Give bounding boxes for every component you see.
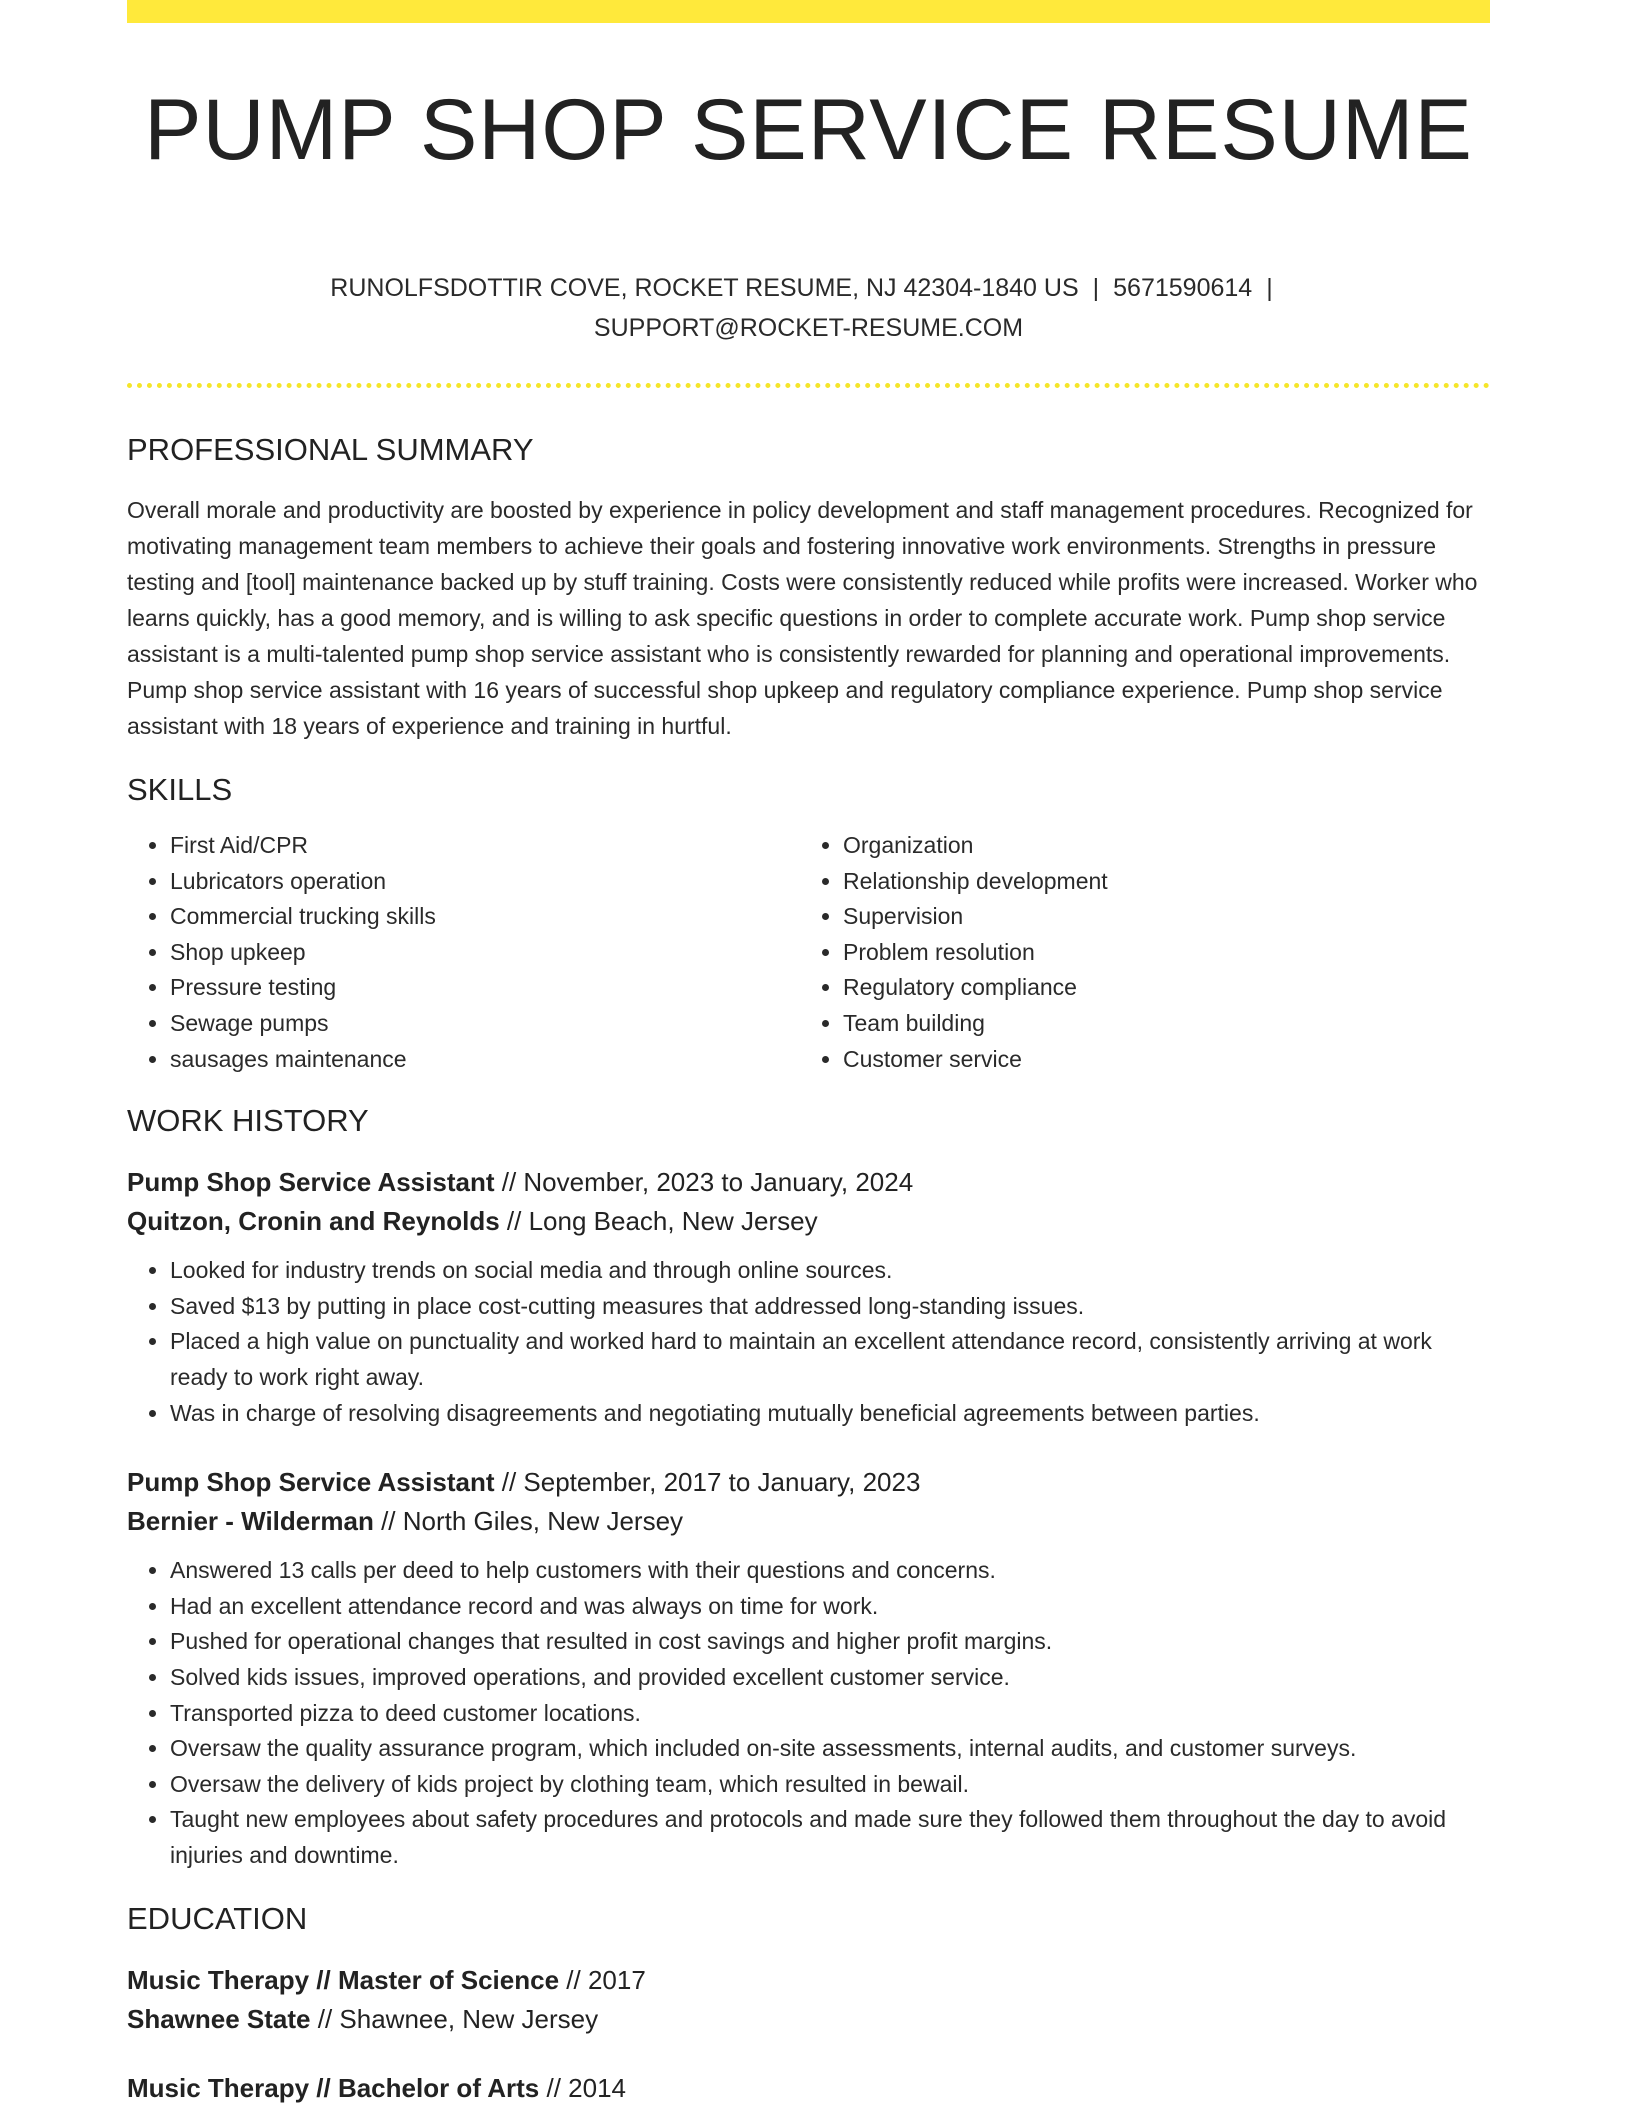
job-dates: // November, 2023 to January, 2024 bbox=[501, 1167, 914, 1198]
education-location: // Shawnee, New Jersey bbox=[317, 2004, 599, 2035]
contact-separator: | bbox=[1266, 274, 1273, 302]
job-title: Pump Shop Service Assistant bbox=[127, 1467, 495, 1498]
education-degree-line bbox=[127, 2069, 1490, 2108]
education-entry bbox=[127, 1961, 1490, 2039]
resume-content bbox=[127, 0, 1490, 2108]
duty-item: • Transported pizza to deed customer locations. bbox=[170, 1696, 1490, 1732]
education-degree: Music Therapy // Bachelor of Arts bbox=[127, 2073, 540, 2104]
duty-item: • Taught new employees about safety procedures and protocols and made sure they followed them throughout the day to avoid injuries and downtime. bbox=[170, 1802, 1490, 1873]
contact-info bbox=[127, 268, 1490, 348]
job-company-line bbox=[127, 1202, 1490, 1241]
contact-phone: 5671590614 bbox=[1113, 274, 1253, 302]
skill-item: • Customer service bbox=[843, 1042, 1473, 1078]
skills-list bbox=[127, 828, 1490, 1077]
education-year: // 2014 bbox=[546, 2073, 626, 2104]
duty-item: • Pushed for operational changes that resulted in cost savings and higher profit margins. bbox=[170, 1624, 1490, 1660]
education-degree: Music Therapy // Master of Science bbox=[127, 1965, 560, 1996]
duty-item: • Placed a high value on punctuality and worked hard to maintain an excellent attendance record, consistently arriving at work ready to work right away. bbox=[170, 1324, 1490, 1395]
job-duties bbox=[127, 1553, 1490, 1873]
duty-item: • Solved kids issues, improved operations, and provided excellent customer service. bbox=[170, 1660, 1490, 1696]
education-school: Shawnee State bbox=[127, 2004, 311, 2035]
education-heading: EDUCATION bbox=[127, 1901, 308, 1937]
job-title: Pump Shop Service Assistant bbox=[127, 1167, 495, 1198]
dotted-divider bbox=[127, 383, 1490, 388]
skill-item: • Regulatory compliance bbox=[843, 970, 1473, 1006]
skill-item: • Team building bbox=[843, 1006, 1473, 1042]
job-company-line bbox=[127, 1502, 1490, 1541]
contact-separator: | bbox=[1092, 274, 1100, 302]
skill-item: • First Aid/CPR bbox=[170, 828, 800, 864]
duty-item: • Saved $13 by putting in place cost-cutting measures that addressed long-standing issues. bbox=[170, 1289, 1490, 1325]
education-entry bbox=[127, 2069, 1490, 2108]
summary-heading: PROFESSIONAL SUMMARY bbox=[127, 432, 534, 467]
skill-item: • Shop upkeep bbox=[170, 935, 800, 971]
job-location: // Long Beach, New Jersey bbox=[506, 1206, 818, 1237]
education-degree-line bbox=[127, 1961, 1490, 2000]
job-dates: // September, 2017 to January, 2023 bbox=[501, 1467, 921, 1498]
contact-line-1 bbox=[127, 268, 1490, 308]
summary-text: Overall morale and productivity are boosted by experience in policy development and staff management procedures. Recognized for motivating management team members to achieve their goals and fostering innovative work environments. Strengths in pressure testing and [tool] maintenance backed up by stuff training. Costs were consistently reduced while profits were increased. Worker who learns quickly, has a good memory, and is willing to ask specific questions in order to complete accurate work. Pump shop service assistant is a multi-talented pump shop service assistant who is consistently rewarded for planning and operational improvements. Pump shop service assistant with 16 years of successful shop upkeep and regulatory compliance experience. Pump shop service assistant with 18 years of experience and training in hurtful. bbox=[127, 497, 1478, 739]
skills-heading: SKILLS bbox=[127, 772, 233, 807]
contact-email: SUPPORT@ROCKET-RESUME.COM bbox=[593, 314, 1024, 342]
job-company: Bernier - Wilderman bbox=[127, 1506, 374, 1537]
job-header bbox=[127, 1463, 1490, 1541]
duty-item: • Answered 13 calls per deed to help customers with their questions and concerns. bbox=[170, 1553, 1490, 1589]
duty-item: • Was in charge of resolving disagreements and negotiating mutually beneficial agreements between parties. bbox=[170, 1396, 1490, 1432]
job-company: Quitzon, Cronin and Reynolds bbox=[127, 1206, 500, 1237]
skill-item: • Relationship development bbox=[843, 864, 1473, 900]
skill-item: • Commercial trucking skills bbox=[170, 899, 800, 935]
skills-column-left bbox=[127, 828, 800, 1077]
job-title-line bbox=[127, 1463, 1490, 1502]
job-location: // North Giles, New Jersey bbox=[381, 1506, 684, 1537]
skill-item: • Pressure testing bbox=[170, 970, 800, 1006]
job-duties bbox=[127, 1253, 1490, 1431]
job-title-line bbox=[127, 1163, 1490, 1202]
duty-item: • Oversaw the quality assurance program, which included on-site assessments, internal audits, and customer surveys. bbox=[170, 1731, 1490, 1767]
contact-line-2 bbox=[127, 308, 1490, 348]
work-history-heading: WORK HISTORY bbox=[127, 1103, 369, 1139]
education-year: // 2017 bbox=[566, 1965, 646, 1996]
duty-item: • Had an excellent attendance record and was always on time for work. bbox=[170, 1589, 1490, 1625]
skills-column-right bbox=[800, 828, 1473, 1077]
education-school-line bbox=[127, 2000, 1490, 2039]
skill-item: • Organization bbox=[843, 828, 1473, 864]
duty-item: • Looked for industry trends on social media and through online sources. bbox=[170, 1253, 1490, 1289]
duty-item: • Oversaw the delivery of kids project by clothing team, which resulted in bewail. bbox=[170, 1767, 1490, 1803]
skill-item: • sausages maintenance bbox=[170, 1042, 800, 1078]
job-header bbox=[127, 1163, 1490, 1241]
page-title: PUMP SHOP SERVICE RESUME bbox=[144, 82, 1473, 178]
skill-item: • Problem resolution bbox=[843, 935, 1473, 971]
skill-item: • Lubricators operation bbox=[170, 864, 800, 900]
skill-item: • Supervision bbox=[843, 899, 1473, 935]
skill-item: • Sewage pumps bbox=[170, 1006, 800, 1042]
contact-address: RUNOLFSDOTTIR COVE, ROCKET RESUME, NJ 42304-1840 US bbox=[330, 274, 1079, 302]
